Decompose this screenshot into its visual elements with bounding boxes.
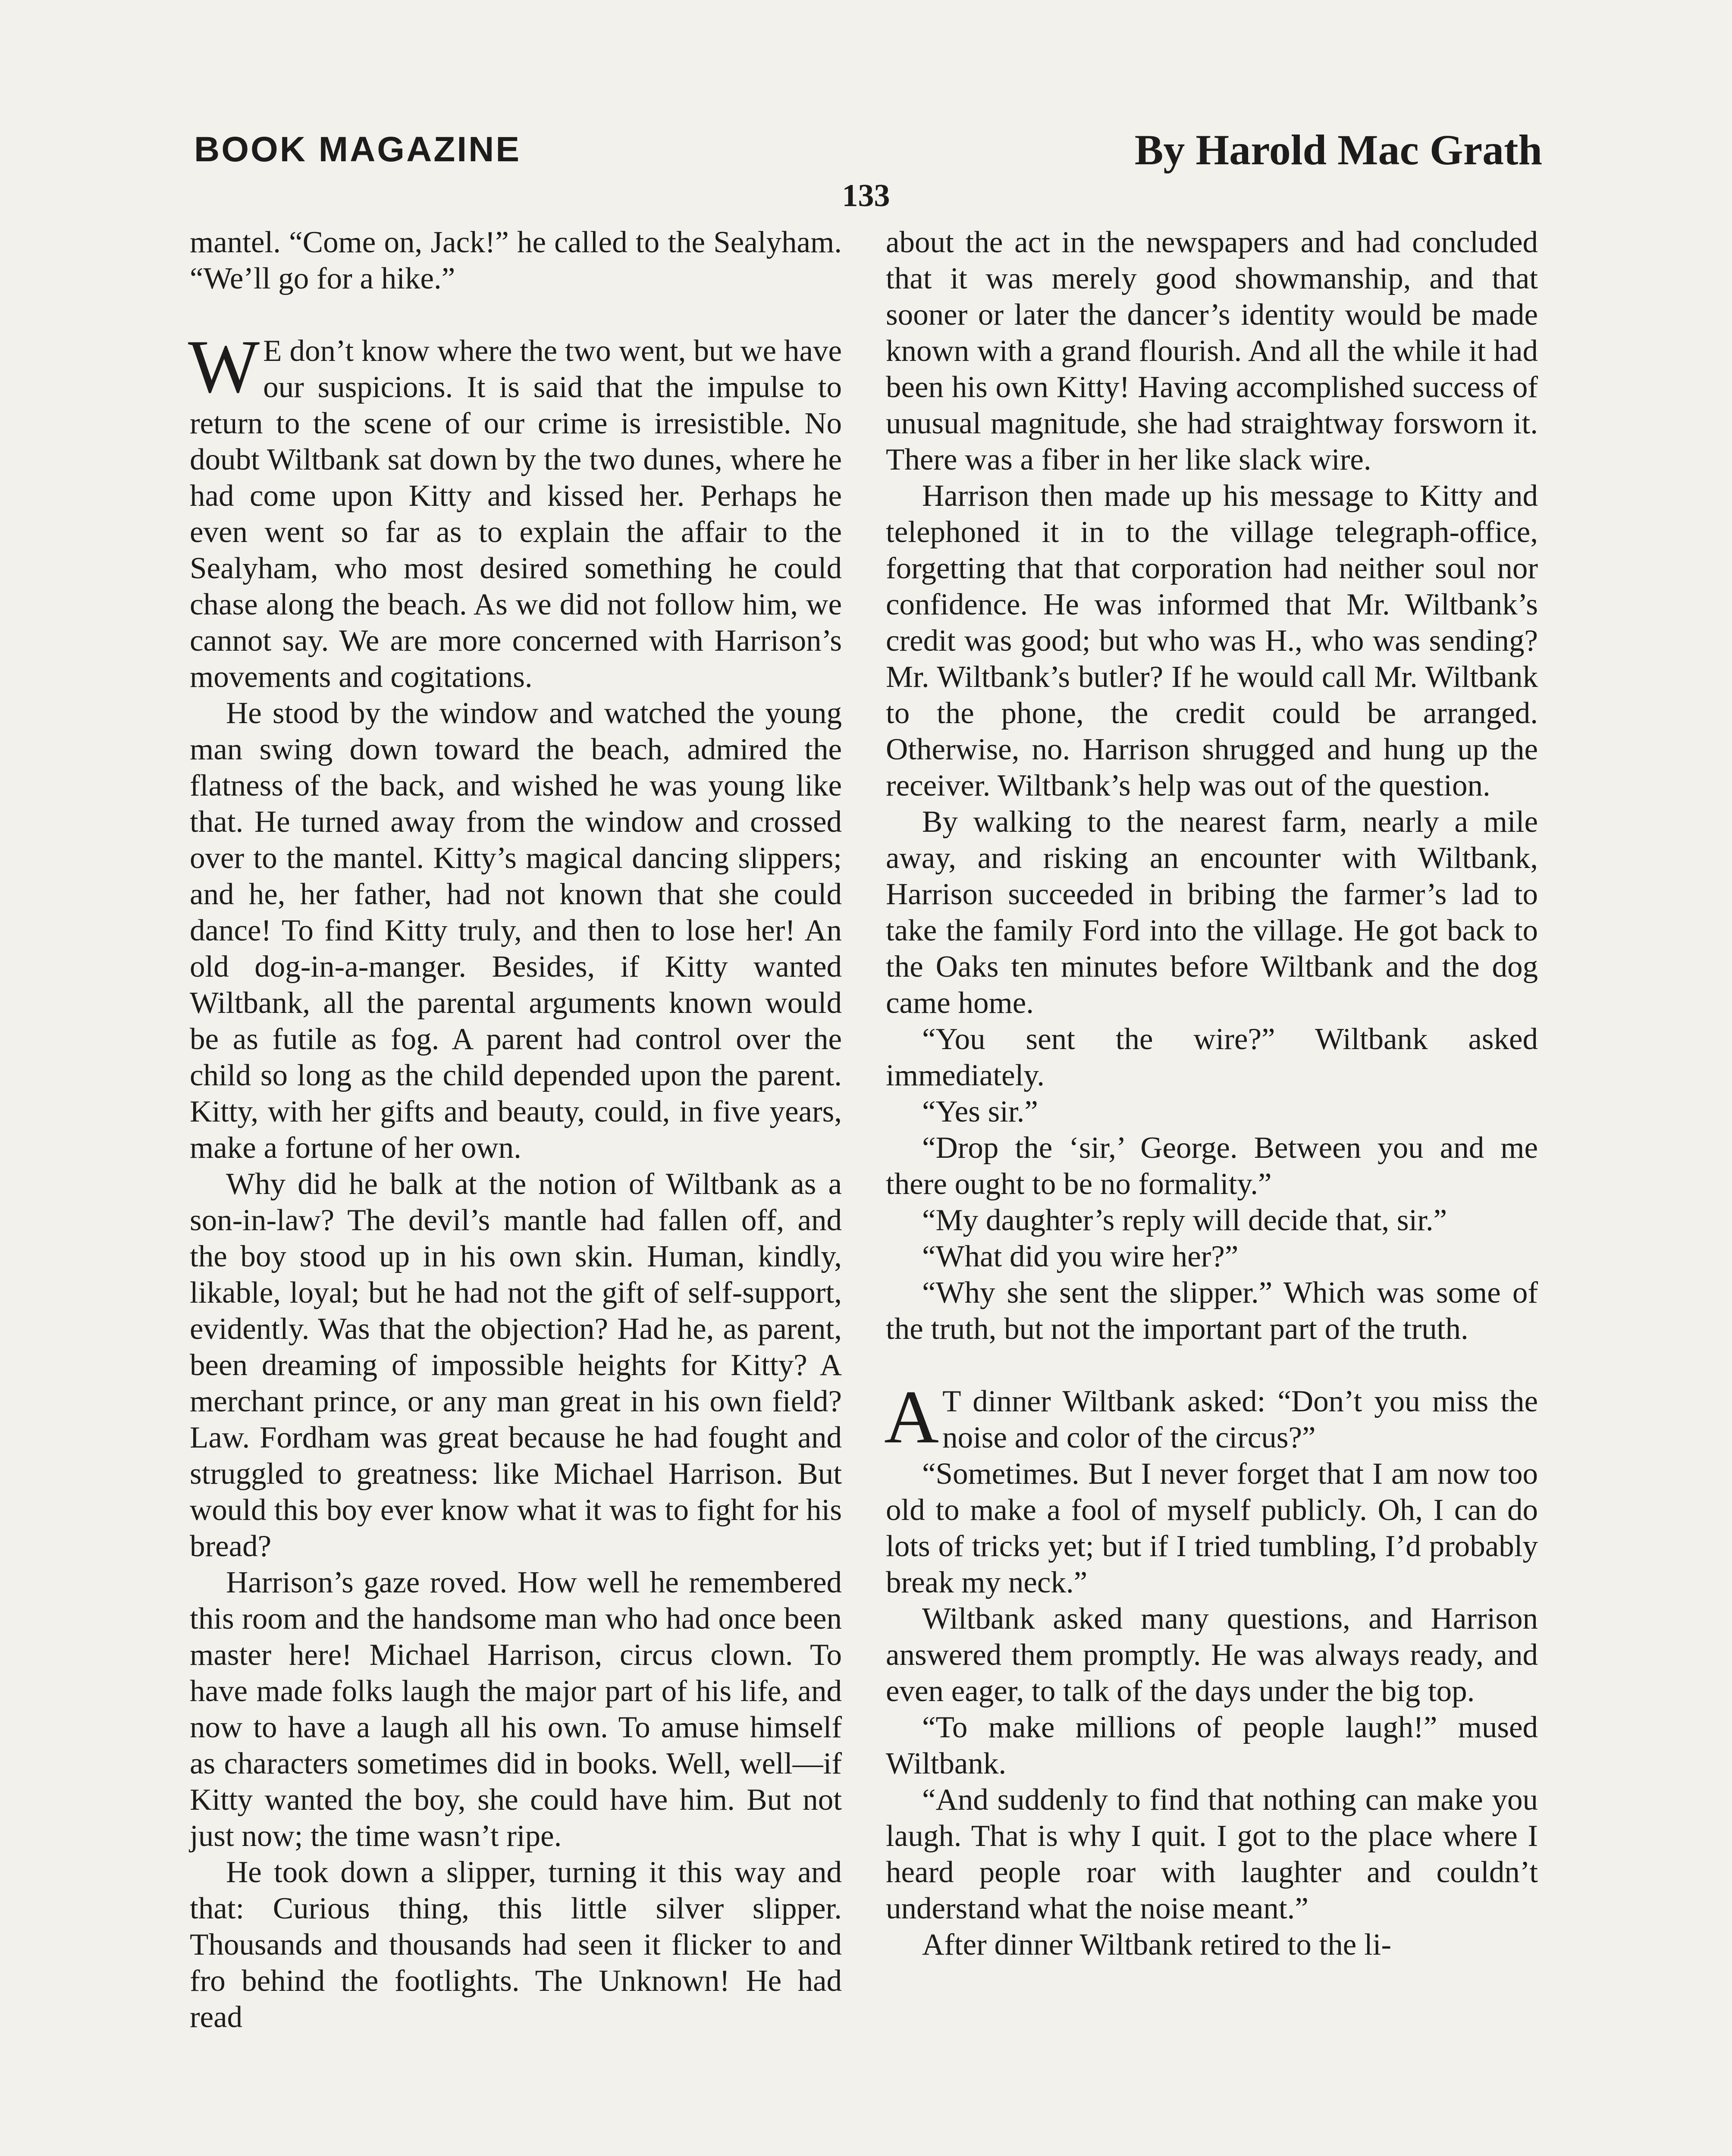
paragraph: “Why she sent the slipper.” Which was some of the truth, but not the important part of the truth. [886, 1276, 1538, 1346]
paragraph: Harrison’s gaze roved. How well he remembered this room and the handsome man who had once been master here! Michael Harrison, circus clown. To have made folks laugh the major part of his life, and now to have a laugh all his own. To amuse himself as characters sometimes did in books. Well, well—if Kitty wanted the boy, she could have him. But not just now; the time wasn’t ripe. [190, 1566, 842, 1853]
section-paragraph [188, 325, 842, 695]
paragraph: Why did he balk at the notion of Wiltbank as a son-in-law? The devil’s mantle had fallen off, and the boy stood up in his own skin. Human, kindly, likable, loyal; but he had not the gift of self-support, evidently. Was that the objection? Had he, as parent, been dreaming of impossible heights for Kitty? A merchant prince, or any man great in his own field? Law. Fordham was great because he had fought and struggled to greatness: like Michael Harrison. But would this boy ever know what it was to fight for his bread? [190, 1167, 842, 1563]
right-column [886, 224, 1538, 1963]
paragraph: “And suddenly to find that nothing can make you laugh. That is why I quit. I got to the place where I heard people roar with laughter and couldn’t understand what the noise meant.” [886, 1783, 1538, 1925]
paragraph: about the act in the newspapers and had concluded that it was merely good showmanship, and that sooner or later the dancer’s identity would be made known with a grand flourish. And all the while it had been his own Kitty! Having accomplished success of unusual magnitude, she had straightway forsworn it. There was a fiber in her like slack wire. [886, 226, 1538, 476]
paragraph: Wiltbank asked many questions, and Harrison answered them promptly. He was always ready, and even eager, to talk of the days under the big top. [886, 1602, 1538, 1708]
author-byline: By Harold Mac Grath [1134, 126, 1542, 174]
page-number: 133 [842, 178, 890, 213]
paragraph: He stood by the window and watched the young man swing down toward the beach, admired the flatness of the back, and wished he was young like that. He turned away from the window and crossed over to the mantel. Kitty’s magical dancing slippers; and he, her father, had not known that she could dance! To find Kitty truly, and then to lose her! An old dog-in-a-manger. Besides, if Kitty wanted Wiltbank, all the parental arguments known would be as futile as fog. A parent had control over the child so long as the child depended upon the parent. Kitty, with her gifts and beauty, could, in five years, make a fortune of her own. [190, 696, 842, 1165]
paragraph: “What did you wire her?” [922, 1240, 1239, 1273]
drop-cap: W [188, 325, 260, 409]
left-column [190, 224, 842, 2035]
paragraph: By walking to the nearest farm, nearly a mile away, and risking an encounter with Wiltbank, Harrison succeeded in bribing the farmer’s lad to take the family Ford into the village. He got back to the Oaks ten minutes before Wiltbank and the dog came home. [886, 805, 1538, 1020]
paragraph: He took down a slipper, turning it this way and that: Curious thing, this little silver slipper. Thousands and thousands had seen it flicker to and fro behind the footlights. The Unknown! He had read [190, 1855, 842, 2034]
paragraph-text: E don’t know where the two went, but we have our suspicions. It is said that the impulse to return to the scene of our crime is irresistible. No doubt Wiltbank sat down by the two dunes, where he had come upon Kitty and kissed her. Perhaps he even went so far as to explain the affair to the Sealyham, who most desired something he could chase along the beach. As we did not follow him, we cannot say. We are more concerned with Harrison’s movements and cogitations. [190, 334, 842, 694]
paragraph: “Sometimes. But I never forget that I am now too old to make a fool of myself publicly. Oh, I can do lots of tricks yet; but if I tried tumbling, I’d probably break my neck.” [886, 1457, 1538, 1599]
section-paragraph [884, 1375, 1538, 1459]
drop-cap: A [884, 1375, 939, 1459]
paragraph: mantel. “Come on, Jack!” he called to the Sealyham. “We’ll go for a hike.” [190, 226, 842, 295]
paragraph: “You sent the wire?” Wiltbank asked immediately. [886, 1022, 1538, 1092]
paragraph-text: T dinner Wiltbank asked: “Don’t you miss the noise and color of the circus?” [942, 1385, 1538, 1454]
paragraph: Harrison then made up his message to Kitty and telephoned it in to the village telegraph-office, forgetting that that corporation had neither soul nor confidence. He was informed that Mr. Wiltbank’s credit was good; but who was H., who was sending? Mr. Wiltbank’s butler? If he would call Mr. Wiltbank to the phone, the credit could be arranged. Otherwise, no. Harrison shrugged and hung up the receiver. Wiltbank’s help was out of the question. [886, 479, 1538, 802]
magazine-title: BOOK MAGAZINE [194, 130, 521, 169]
paragraph: “To make millions of people laugh!” mused Wiltbank. [886, 1711, 1538, 1780]
paragraph: “My daughter’s reply will decide that, sir.” [922, 1203, 1447, 1237]
paragraph: “Yes sir.” [922, 1095, 1038, 1128]
paragraph: After dinner Wiltbank retired to the li- [922, 1928, 1392, 1962]
paragraph: “Drop the ‘sir,’ George. Between you and me there ought to be no formality.” [886, 1131, 1538, 1201]
